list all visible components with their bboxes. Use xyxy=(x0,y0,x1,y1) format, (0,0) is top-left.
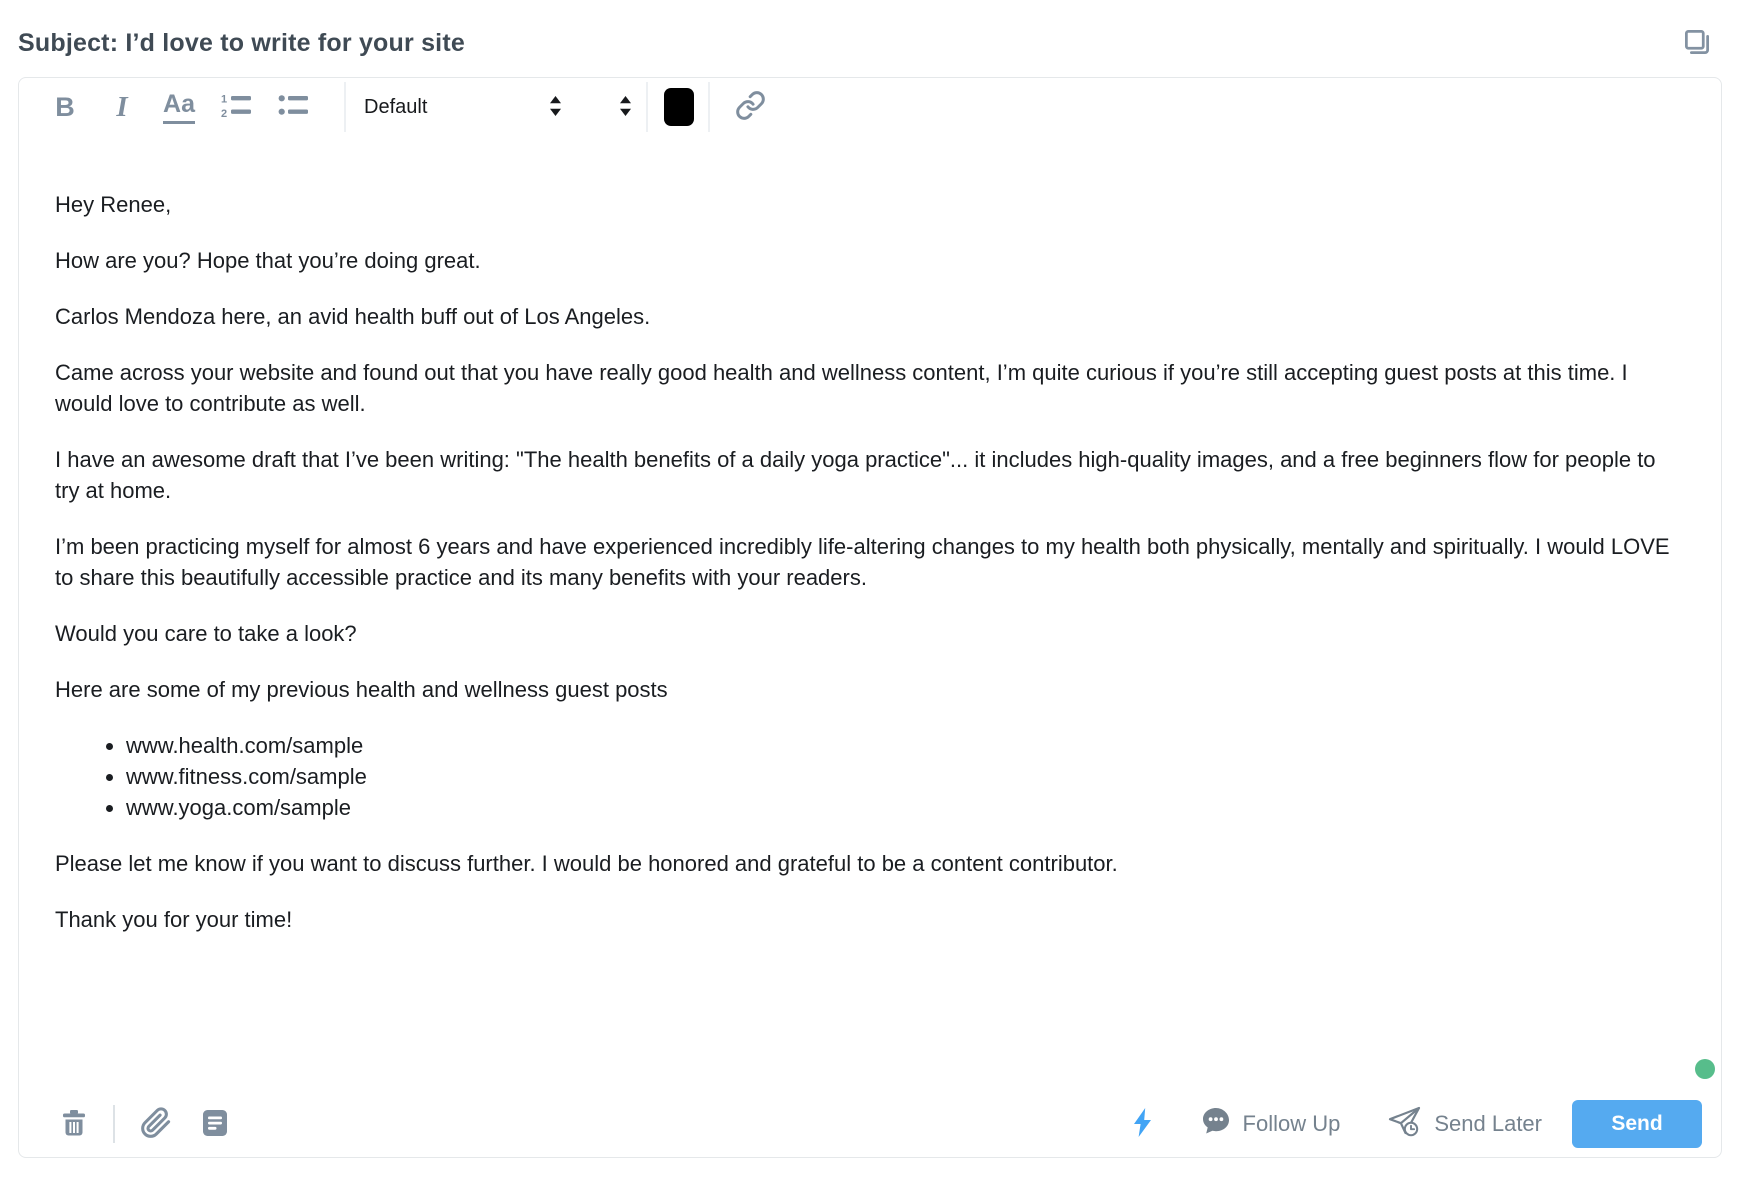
italic-button[interactable]: I xyxy=(102,84,142,130)
paperclip-icon xyxy=(140,1107,172,1142)
stepper-arrows-icon xyxy=(549,94,562,121)
body-paragraph: Please let me know if you want to discuss further. I would be honored and grateful to be a content contributor. xyxy=(55,851,1118,876)
body-paragraph: Would you care to take a look? xyxy=(55,621,357,646)
right-actions xyxy=(1131,1100,1702,1148)
body-paragraph: Came across your website and found out that you have really good health and wellness content, I’m quite curious if you’re still accepting guest posts at this time. I would love to contribute as well. xyxy=(55,360,1628,416)
left-actions xyxy=(59,1105,230,1143)
insert-link-button[interactable] xyxy=(728,84,772,130)
unordered-list-button[interactable] xyxy=(273,84,313,130)
svg-text:2: 2 xyxy=(221,108,228,119)
font-size-select[interactable] xyxy=(618,94,632,121)
action-bar-divider xyxy=(113,1105,115,1143)
sample-link-item: • www.fitness.com/sample xyxy=(126,761,1685,792)
duplicate-button[interactable] xyxy=(1682,27,1712,60)
email-editor xyxy=(18,77,1722,1158)
status-dot xyxy=(1695,1059,1715,1079)
trash-icon xyxy=(59,1107,89,1142)
text-style-button[interactable]: Aa xyxy=(159,84,199,130)
font-family-value: Default xyxy=(364,95,428,118)
email-body-editor[interactable] xyxy=(19,136,1721,935)
body-paragraph: I have an awesome draft that I’ve been writing: "The health benefits of a daily yoga practice"... it includes high-quality images, and a free beginners flow for people to try at home. xyxy=(55,447,1656,503)
templates-button[interactable] xyxy=(200,1107,230,1142)
toolbar-divider xyxy=(708,82,710,132)
toolbar-divider xyxy=(344,82,346,132)
body-paragraphs xyxy=(55,189,1685,705)
body-paragraph: Carlos Mendoza here, an avid health buff out of Los Angeles. xyxy=(55,304,651,329)
ordered-list-button[interactable] xyxy=(216,84,256,130)
delete-draft-button[interactable] xyxy=(59,1107,89,1142)
text-color-swatch[interactable] xyxy=(664,88,694,126)
svg-text:1: 1 xyxy=(221,93,228,106)
body-paragraph: Hey Renee, xyxy=(55,192,172,217)
compose-action-bar xyxy=(19,1097,1721,1157)
follow-up-label: Follow Up xyxy=(1242,1111,1341,1136)
ordered-list-icon xyxy=(220,92,252,122)
toolbar-divider xyxy=(646,82,648,132)
formatting-toolbar xyxy=(19,78,1721,136)
subject-line[interactable]: Subject: I’d love to write for your site xyxy=(18,29,465,57)
sample-link-item: • www.yoga.com/sample xyxy=(126,792,1685,823)
send-later-button[interactable] xyxy=(1386,1105,1542,1144)
body-paragraph: I’m been practicing myself for almost 6 years and have experienced incredibly life-altering changes to my health both physically, mentally and spiritually. I would LOVE to share this beautifully accessible practice and its many benefits with your readers. xyxy=(55,534,1670,590)
body-paragraph: Thank you for your time! xyxy=(55,907,293,932)
unordered-list-icon xyxy=(277,92,309,122)
notes-icon xyxy=(200,1107,230,1142)
lightning-icon xyxy=(1131,1107,1154,1141)
automation-button[interactable] xyxy=(1131,1107,1154,1141)
duplicate-icon xyxy=(1682,27,1712,60)
font-family-select[interactable] xyxy=(364,94,562,121)
body-paragraph: Here are some of my previous health and wellness guest posts xyxy=(55,677,668,702)
send-later-icon xyxy=(1386,1105,1423,1144)
sample-links-list xyxy=(55,730,1685,823)
compose-header xyxy=(0,0,1750,77)
follow-up-button[interactable] xyxy=(1200,1106,1341,1142)
stepper-arrows-icon xyxy=(619,94,632,121)
closing-paragraphs xyxy=(55,848,1685,935)
sample-link-item: • www.health.com/sample xyxy=(126,730,1685,761)
send-button[interactable]: Send xyxy=(1572,1100,1702,1148)
send-later-label: Send Later xyxy=(1434,1111,1542,1136)
body-paragraph: How are you? Hope that you’re doing great. xyxy=(55,248,481,273)
attach-file-button[interactable] xyxy=(140,1107,172,1142)
bold-button[interactable]: B xyxy=(45,84,85,130)
link-icon xyxy=(735,90,766,124)
chat-bubble-icon xyxy=(1200,1106,1232,1142)
